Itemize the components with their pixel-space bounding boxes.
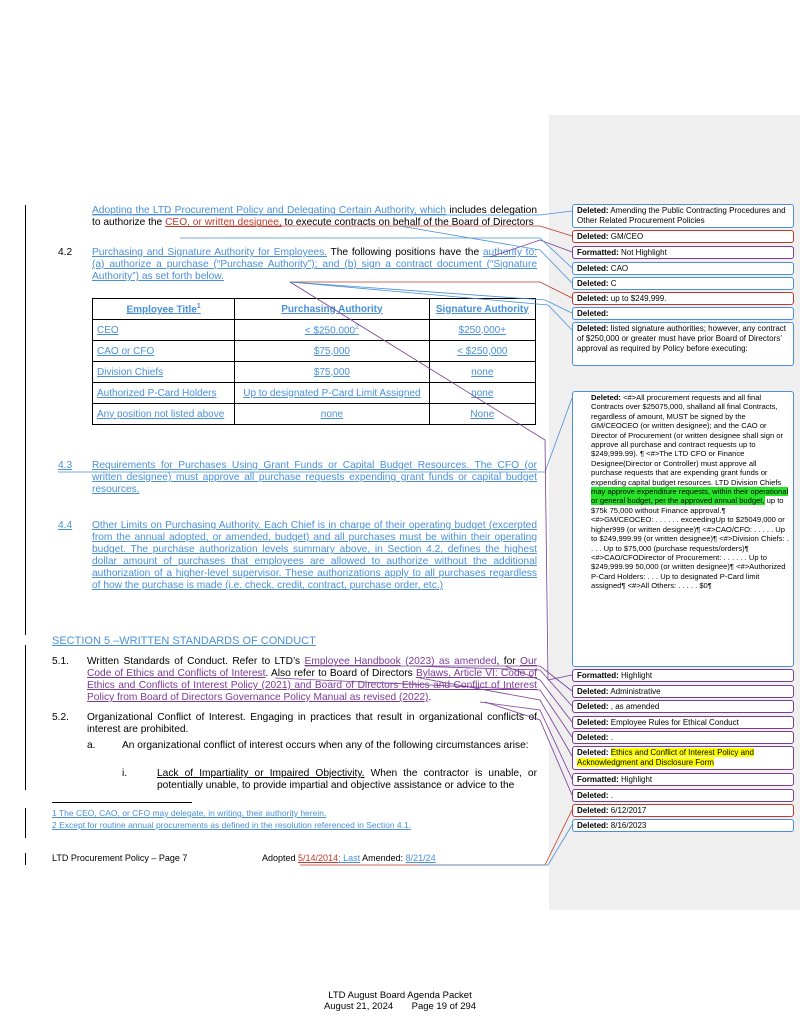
connector-line <box>300 810 572 865</box>
section-5-1-text: Written Standards of Conduct. Refer to LTD’s Employee Handbook (2023) as amended, for Our Code of Ethics and Conflicts of Interest. Also refer to Board of Directors Bylaws, Article VI: Code of Ethics and Conflicts of Interest Policy (2021) and Board of Directors Ethics and Conflict of Interest Policy from Board of Directors Governance Policy Manual as revised (2022). <box>87 656 537 703</box>
section-4-4-text: Other Limits on Purchasing Authority. Each Chief is in charge of their operating budget (excerpted from the annual adopted, or amended, budget) and all purchases must be within their operating budget. The purchase authorization levels summary above, in Section 4.2, defines the highest dollar amount of purchases that employees are allowed to authorize without the additional authorization of a higher-level supervisor. These authorizations apply to all purchases regardless of how the purchase is made (i.e. check, credit, contract, purchase order, etc.) <box>92 520 537 591</box>
item-i-text: Lack of Impartiality or Impaired Objectivity. When the contractor is unable, or potentially unable, to provide impartial and objective assistance or advice to the <box>157 768 537 791</box>
page-footer-adopted: Adopted 5/14/2014; Last Amended: 8/21/24 <box>262 853 436 863</box>
section-4-2-text: Purchasing and Signature Authority for Employees. The following positions have the authority to: (a) authorize a purchase (“Purchase Authority”); and (b) sign a contract document (“Signature Authority”) as set forth below. <box>92 247 538 282</box>
connector-line <box>420 678 572 756</box>
markup-balloon[interactable]: Deleted: up to $249,999. <box>572 292 794 305</box>
connector-line <box>480 702 572 779</box>
markup-balloon[interactable]: Deleted: <box>572 307 794 320</box>
table-cell: Authorized P-Card Holders <box>93 383 235 404</box>
section-4-2-number: 4.2 <box>58 247 73 258</box>
markup-balloon[interactable]: Deleted: . <box>572 731 794 744</box>
footnote-1: 1 The CEO, CAO, or CFO may delegate, in writing, their authority herein. <box>52 808 327 818</box>
markup-balloon[interactable]: Deleted: 6/12/2017 <box>572 804 794 817</box>
table-cell: Up to designated P-Card Limit Assigned <box>235 383 429 404</box>
markup-balloon[interactable]: Deleted: CAO <box>572 262 794 275</box>
section-4-3-text: Requirements for Purchases Using Grant Funds or Capital Budget Resources. The CFO (or written designee) must approve all purchase requests expending grant funds or capital budget resources. <box>92 460 537 495</box>
connector-line <box>225 226 572 236</box>
connector-line <box>180 238 572 268</box>
section-4-3-number: 4.3 <box>58 460 73 471</box>
connector-line <box>290 282 572 330</box>
table-cell: < $250,000 <box>429 341 535 362</box>
item-a-number: a. <box>87 740 96 751</box>
markup-balloon[interactable]: Deleted: Ethics and Conflict of Interest Policy and Acknowledgment and Disclosure Form <box>572 746 794 770</box>
markup-balloon[interactable]: Deleted: GM/CEO <box>572 230 794 243</box>
connector-line <box>290 282 572 298</box>
markup-balloon[interactable]: Deleted: listed signature authorities; however, any contract of $250,000 or greater must have prior Board of Directors’ approval as required by Policy before executing: <box>572 322 794 366</box>
table-cell: CAO or CFO <box>93 341 235 362</box>
markup-balloon[interactable]: Deleted: Administrative <box>572 685 794 698</box>
section-5-title: SECTION 5 –WRITTEN STANDARDS OF CONDUCT <box>52 635 316 647</box>
markup-balloon[interactable]: Deleted: <#>All procurement requests and all final Contracts over $25075,000, shalland all final Contracts, regardless of amount, MUST be signed by the GM/CEOCEO (or written designee); and the CAO or Director of Procurement (or written designee shall sign or approve all purchase and contract requests up to $249,999.99). ¶ <#>The LTD CFO or Finance Designee(Director or Controller) must approve all purchase requests that are expending grant funds or expending capital budget resources. LTD Division Chiefs may approve expenditure requests, within their operational or general budget, per the approved annual budget, up to $75k 75,000 without Finance approval.¶ <#>GM/CEOCEO: . . . . . . exceedingUp to $25049,000 or higher999 (or written designee)¶ <#>CAO/CFO: . . . . . Up to $249,999.99 (or written designee)¶ <#>Division Chiefs: . . . . Up to $75,000 (purchase requests/orders)¶ <#>CAO/CFODirector of Procurement: . . . . . . Up to $249,999.99 50,000 (or written designee)¶ <#>Authorized P-Card Holders: . . . Up to designated P-Card limit assigned¶ <#>All Others: . . . . . $0¶ <box>572 391 794 667</box>
connector-line <box>485 702 572 795</box>
connector-line <box>420 825 572 865</box>
item-a-text: An organizational conflict of interest occurs when any of the following circumstances arise: <box>122 740 529 751</box>
table-cell: none <box>429 383 535 404</box>
connector-line <box>92 211 572 215</box>
markup-balloon[interactable]: Deleted: Employee Rules for Ethical Conduct <box>572 716 794 729</box>
section-5-1-number: 5.1. <box>52 656 69 667</box>
table-cell: $75,000 <box>235 362 429 383</box>
table-cell: Division Chiefs <box>93 362 235 383</box>
table-header: Signature Authority <box>429 299 535 320</box>
packet-title: LTD August Board Agenda Packet <box>328 990 472 1001</box>
markup-balloon[interactable]: Deleted: C <box>572 277 794 290</box>
item-i-number: i. <box>122 768 128 779</box>
table-cell: None <box>429 404 535 425</box>
markup-balloon[interactable]: Deleted: . <box>572 789 794 802</box>
markup-balloon[interactable]: Formatted: Highlight <box>572 773 794 786</box>
table-cell: CEO <box>93 320 235 341</box>
table-header: Employee Title$^1$ <box>93 299 235 320</box>
packet-page: August 21, 2024 Page 19 of 294 <box>323 1001 477 1012</box>
connector-line <box>275 678 572 737</box>
markup-balloon[interactable]: Deleted: 8/16/2023 <box>572 819 794 832</box>
table-header: Purchasing Authority <box>235 299 429 320</box>
table-cell: $250,000+ <box>429 320 535 341</box>
markup-balloon[interactable]: Deleted: , as amended <box>572 700 794 713</box>
connector-line <box>505 666 572 722</box>
table-cell: $75,000 <box>235 341 429 362</box>
connector-line <box>290 282 572 680</box>
intro-paragraph: Adopting the LTD Procurement Policy and Delegating Certain Authority, which includes delegation to authorize the CEO, or written designee, to execute contracts on behalf of the Board of Directors <box>92 205 537 228</box>
connector-line <box>400 226 572 283</box>
markup-balloon[interactable]: Formatted: Not Highlight <box>572 246 794 259</box>
table-cell: none <box>429 362 535 383</box>
table-cell: Any position not listed above <box>93 404 235 425</box>
footnote-2: 2 Except for routine annual procurements as defined in the resolution referenced in Section 4.1. <box>52 820 412 830</box>
markup-balloon[interactable]: Formatted: Highlight <box>572 669 794 682</box>
table-cell: none <box>235 404 429 425</box>
markup-balloon[interactable]: Deleted: Amending the Public Contracting Procedures and Other Related Procurement Policies <box>572 204 794 228</box>
page-footer-left: LTD Procurement Policy – Page 7 <box>52 853 188 863</box>
section-4-4-number: 4.4 <box>58 520 73 531</box>
section-5-2-number: 5.2. <box>52 712 69 723</box>
section-5-2-text: Organizational Conflict of Interest. Engaging in practices that result in organizational conflicts of interest are prohibited. <box>87 712 537 735</box>
table-cell: < $\$250,000^2$ <box>235 320 429 341</box>
